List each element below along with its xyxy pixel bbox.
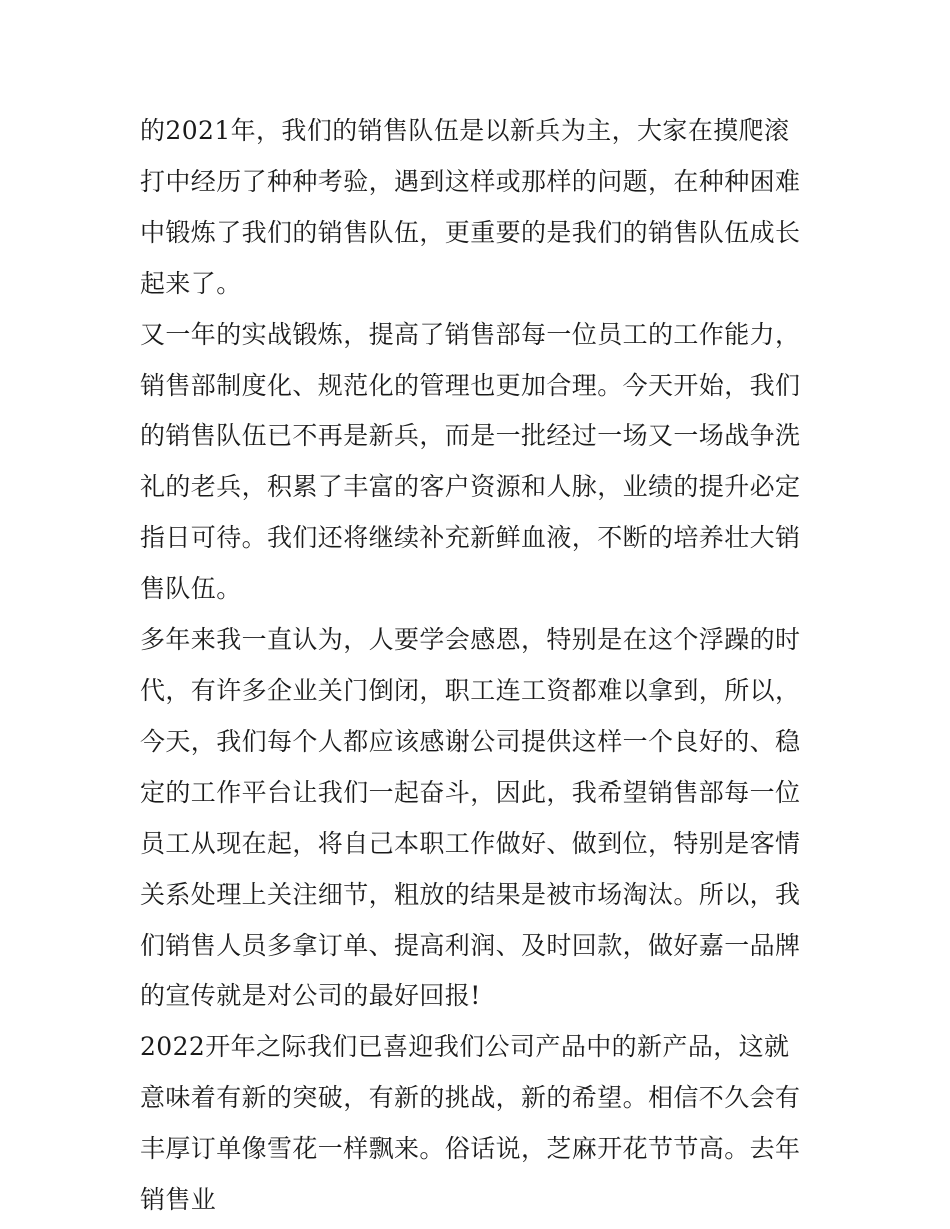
document-body [140, 106, 812, 1226]
paragraph-3: 多年来我一直认为，人要学会感恩，特别是在这个浮躁的时代，有许多企业关门倒闭，职工连工资都难以拿到，所以，今天，我们每个人都应该感谢公司提供这样一个良好的、稳定的工作平台让我们一起奋斗，因此，我希望销售部每一位员工从现在起，将自己本职工作做好、做到位，特别是客情关系处理上关注细节，粗放的结果是被市场淘汰。所以，我们销售人员多拿订单、提高利润、及时回款，做好嘉一品牌的宣传就是对公司的最好回报! [140, 625, 801, 1011]
paragraph-1: 的2021年，我们的销售队伍是以新兵为主，大家在摸爬滚打中经历了种种考验，遇到这样或那样的问题，在种种困难中锻炼了我们的销售队伍，更重要的是我们的销售队伍成长起来了。 [140, 116, 801, 298]
paragraph-2: 又一年的实战锻炼，提高了销售部每一位员工的工作能力，销售部制度化、规范化的管理也更加合理。今天开始，我们的销售队伍已不再是新兵，而是一批经过一场又一场战争洗礼的老兵，积累了丰富的客户资源和人脉，业绩的提升必定指日可待。我们还将继续补充新鲜血液，不断的培养壮大销售队伍。 [140, 319, 801, 604]
paragraph-4: 2022开年之际我们已喜迎我们公司产品中的新产品，这就意味着有新的突破，有新的挑战，新的希望。相信不久会有丰厚订单像雪花一样飘来。俗话说，芝麻开花节节高。去年销售业 [140, 1032, 801, 1215]
